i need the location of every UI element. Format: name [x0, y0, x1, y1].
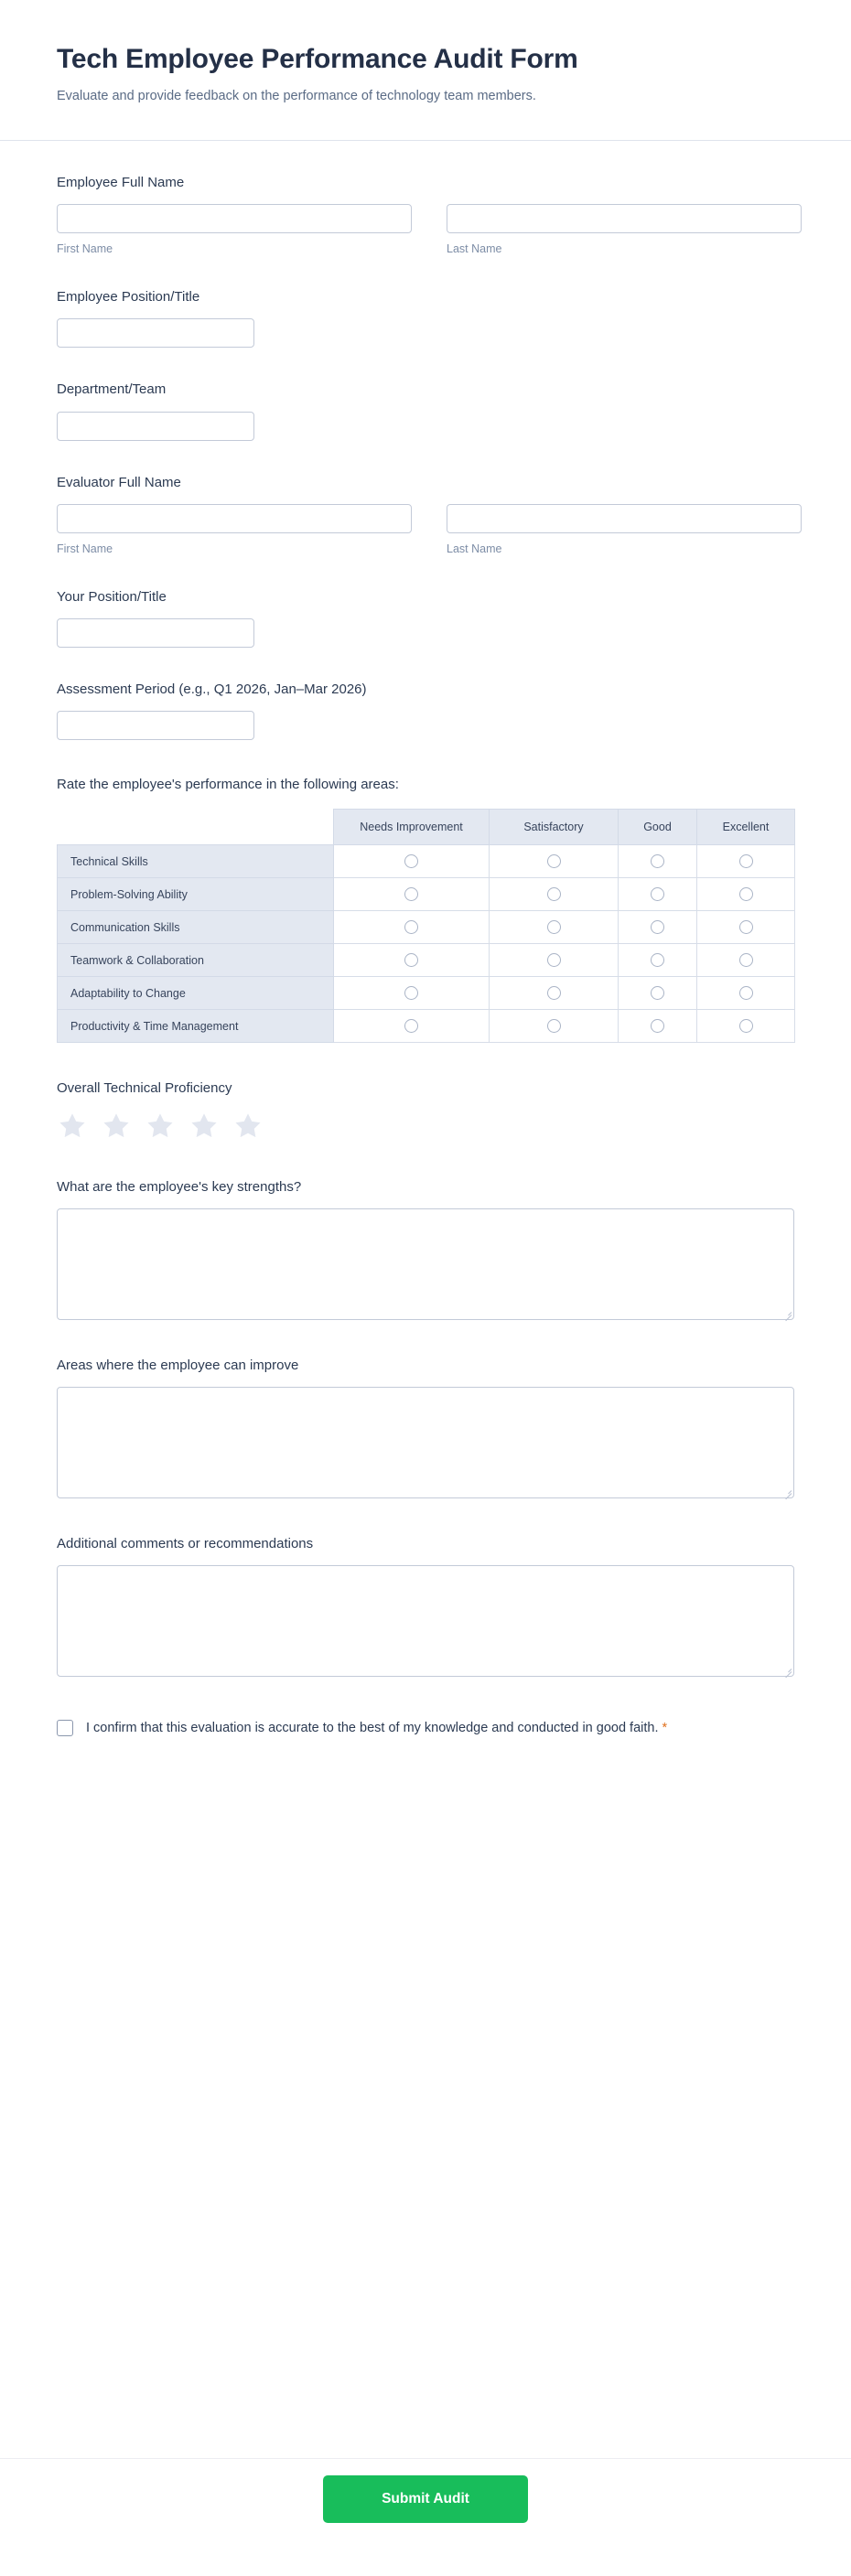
- star-icon[interactable]: [145, 1111, 176, 1142]
- form-header: [0, 0, 851, 105]
- matrix-row: [58, 878, 795, 911]
- radio-icon[interactable]: [739, 854, 753, 868]
- last-name-sublabel: Last Name: [447, 242, 502, 256]
- field-label: Your Position/Title: [57, 588, 167, 605]
- footer-divider: [0, 2458, 851, 2459]
- matrix-column-header: Needs Improvement: [334, 810, 490, 845]
- textarea-wrapper: [57, 1387, 794, 1498]
- first-name-col: [57, 504, 412, 555]
- overall-proficiency-block: [57, 1043, 794, 1141]
- matrix-radio-cell[interactable]: [619, 878, 697, 911]
- consent-line: [57, 1719, 794, 1739]
- consent-text: I confirm that this evaluation is accurate to the best of my knowledge and conducted in good faith.: [86, 1721, 659, 1736]
- radio-icon[interactable]: [651, 953, 664, 967]
- matrix-row-label: Technical Skills: [58, 845, 334, 878]
- star-icon[interactable]: [232, 1111, 264, 1142]
- radio-icon[interactable]: [547, 920, 561, 934]
- radio-icon[interactable]: [739, 920, 753, 934]
- matrix-row-label: Problem-Solving Ability: [58, 878, 334, 911]
- field-label: Additional comments or recommendations: [57, 1536, 314, 1552]
- matrix-radio-cell[interactable]: [490, 1010, 619, 1043]
- first-name-sublabel: First Name: [57, 242, 113, 256]
- employee-position-input[interactable]: [57, 318, 254, 348]
- field-label: Areas where the employee can improve: [57, 1357, 299, 1373]
- last-name-col: [447, 204, 802, 255]
- matrix-column-header: Good: [619, 810, 697, 845]
- field-label: Department/Team: [57, 381, 167, 398]
- first-name-sublabel: First Name: [57, 542, 113, 555]
- matrix-column-header: Satisfactory: [490, 810, 619, 845]
- textarea-sections: [57, 1142, 794, 1678]
- field-evaluator-full-name: [57, 441, 794, 555]
- radio-icon[interactable]: [739, 986, 753, 1000]
- textarea-block: [57, 1498, 794, 1677]
- matrix-radio-cell[interactable]: [697, 977, 795, 1010]
- radio-icon[interactable]: [651, 854, 664, 868]
- textarea-input[interactable]: [57, 1565, 794, 1677]
- assessment-period-input[interactable]: [57, 711, 254, 740]
- matrix-row: [58, 911, 795, 944]
- field-label: Employee Full Name: [57, 174, 185, 190]
- matrix-radio-cell[interactable]: [490, 911, 619, 944]
- matrix-body: [58, 845, 795, 1043]
- radio-icon[interactable]: [547, 986, 561, 1000]
- consent-checkbox[interactable]: [57, 1720, 73, 1736]
- field-label: What are the employee's key strengths?: [57, 1178, 302, 1195]
- field-department: [57, 348, 794, 440]
- field-label: Assessment Period (e.g., Q1 2026, Jan–Mar 2026): [57, 682, 367, 698]
- matrix-radio-cell[interactable]: [334, 944, 490, 977]
- matrix-radio-cell[interactable]: [697, 1010, 795, 1043]
- matrix-corner-cell: [58, 810, 334, 845]
- evaluator-first-name-input[interactable]: [57, 504, 412, 533]
- required-asterisk: *: [662, 1721, 668, 1736]
- last-name-col: [447, 504, 802, 555]
- matrix-question: Rate the employee's performance in the following areas:: [57, 777, 399, 793]
- radio-icon[interactable]: [651, 986, 664, 1000]
- radio-icon[interactable]: [404, 920, 418, 934]
- star-icon[interactable]: [101, 1111, 132, 1142]
- star-icon[interactable]: [57, 1111, 88, 1142]
- matrix-radio-cell[interactable]: [490, 845, 619, 878]
- matrix-radio-cell[interactable]: [619, 1010, 697, 1043]
- rating-matrix-block: [57, 740, 794, 1043]
- radio-icon[interactable]: [651, 1019, 664, 1033]
- radio-icon[interactable]: [739, 953, 753, 967]
- textarea-block: [57, 1320, 794, 1498]
- matrix-radio-cell[interactable]: [697, 944, 795, 977]
- matrix-column-header: Excellent: [697, 810, 795, 845]
- radio-icon[interactable]: [651, 920, 664, 934]
- radio-icon[interactable]: [547, 1019, 561, 1033]
- textarea-wrapper: [57, 1208, 794, 1320]
- matrix-row-label: Teamwork & Collaboration: [58, 944, 334, 977]
- rating-matrix-table: [57, 809, 795, 1043]
- matrix-radio-cell[interactable]: [490, 977, 619, 1010]
- radio-icon[interactable]: [404, 953, 418, 967]
- name-row: [57, 204, 794, 255]
- star-icon[interactable]: [189, 1111, 220, 1142]
- matrix-radio-cell[interactable]: [619, 977, 697, 1010]
- radio-icon[interactable]: [404, 887, 418, 901]
- matrix-radio-cell[interactable]: [697, 911, 795, 944]
- matrix-radio-cell[interactable]: [334, 977, 490, 1010]
- field-employee-position: [57, 255, 794, 348]
- radio-icon[interactable]: [404, 854, 418, 868]
- radio-icon[interactable]: [404, 986, 418, 1000]
- matrix-radio-cell[interactable]: [697, 878, 795, 911]
- radio-icon[interactable]: [547, 854, 561, 868]
- textarea-input[interactable]: [57, 1208, 794, 1320]
- radio-icon[interactable]: [547, 887, 561, 901]
- page-title: Tech Employee Performance Audit Form: [57, 44, 578, 74]
- submit-audit-button[interactable]: Submit Audit: [323, 2475, 528, 2523]
- matrix-radio-cell[interactable]: [619, 944, 697, 977]
- employee-first-name-input[interactable]: [57, 204, 412, 233]
- matrix-radio-cell[interactable]: [334, 845, 490, 878]
- matrix-radio-cell[interactable]: [490, 944, 619, 977]
- radio-icon[interactable]: [739, 887, 753, 901]
- textarea-wrapper: [57, 1565, 794, 1677]
- matrix-row: [58, 845, 795, 878]
- field-your-position: [57, 555, 794, 648]
- matrix-radio-cell[interactable]: [619, 845, 697, 878]
- textarea-input[interactable]: [57, 1387, 794, 1498]
- field-employee-full-name: [57, 141, 794, 255]
- matrix-row: [58, 944, 795, 977]
- star-rating[interactable]: [57, 1111, 794, 1142]
- evaluator-name-row: [57, 504, 794, 555]
- matrix-row-label: Communication Skills: [58, 911, 334, 944]
- employee-last-name-input[interactable]: [447, 204, 802, 233]
- matrix-row-label: Adaptability to Change: [58, 977, 334, 1010]
- page-subtitle: Evaluate and provide feedback on the performance of technology team members.: [57, 88, 536, 103]
- matrix-radio-cell[interactable]: [490, 878, 619, 911]
- matrix-radio-cell[interactable]: [334, 878, 490, 911]
- your-position-input[interactable]: [57, 618, 254, 648]
- matrix-radio-cell[interactable]: [697, 845, 795, 878]
- department-input[interactable]: [57, 412, 254, 441]
- matrix-header-row: [58, 810, 795, 845]
- matrix-radio-cell[interactable]: [619, 911, 697, 944]
- matrix-radio-cell[interactable]: [334, 1010, 490, 1043]
- first-name-col: [57, 204, 412, 255]
- radio-icon[interactable]: [651, 887, 664, 901]
- consent-block: [57, 1677, 794, 1739]
- radio-icon[interactable]: [739, 1019, 753, 1033]
- matrix-row: [58, 977, 795, 1010]
- last-name-sublabel: Last Name: [447, 542, 502, 555]
- matrix-row: [58, 1010, 795, 1043]
- submit-area: [0, 2491, 851, 2571]
- textarea-block: [57, 1142, 794, 1320]
- field-label: Evaluator Full Name: [57, 474, 181, 490]
- evaluator-last-name-input[interactable]: [447, 504, 802, 533]
- radio-icon[interactable]: [404, 1019, 418, 1033]
- field-label: Employee Position/Title: [57, 289, 200, 306]
- field-label: Overall Technical Proficiency: [57, 1080, 232, 1097]
- matrix-row-label: Productivity & Time Management: [58, 1010, 334, 1043]
- consent-label: [86, 1719, 667, 1739]
- field-assessment-period: [57, 648, 794, 740]
- matrix-radio-cell[interactable]: [334, 911, 490, 944]
- form-body: [0, 141, 851, 1739]
- radio-icon[interactable]: [547, 953, 561, 967]
